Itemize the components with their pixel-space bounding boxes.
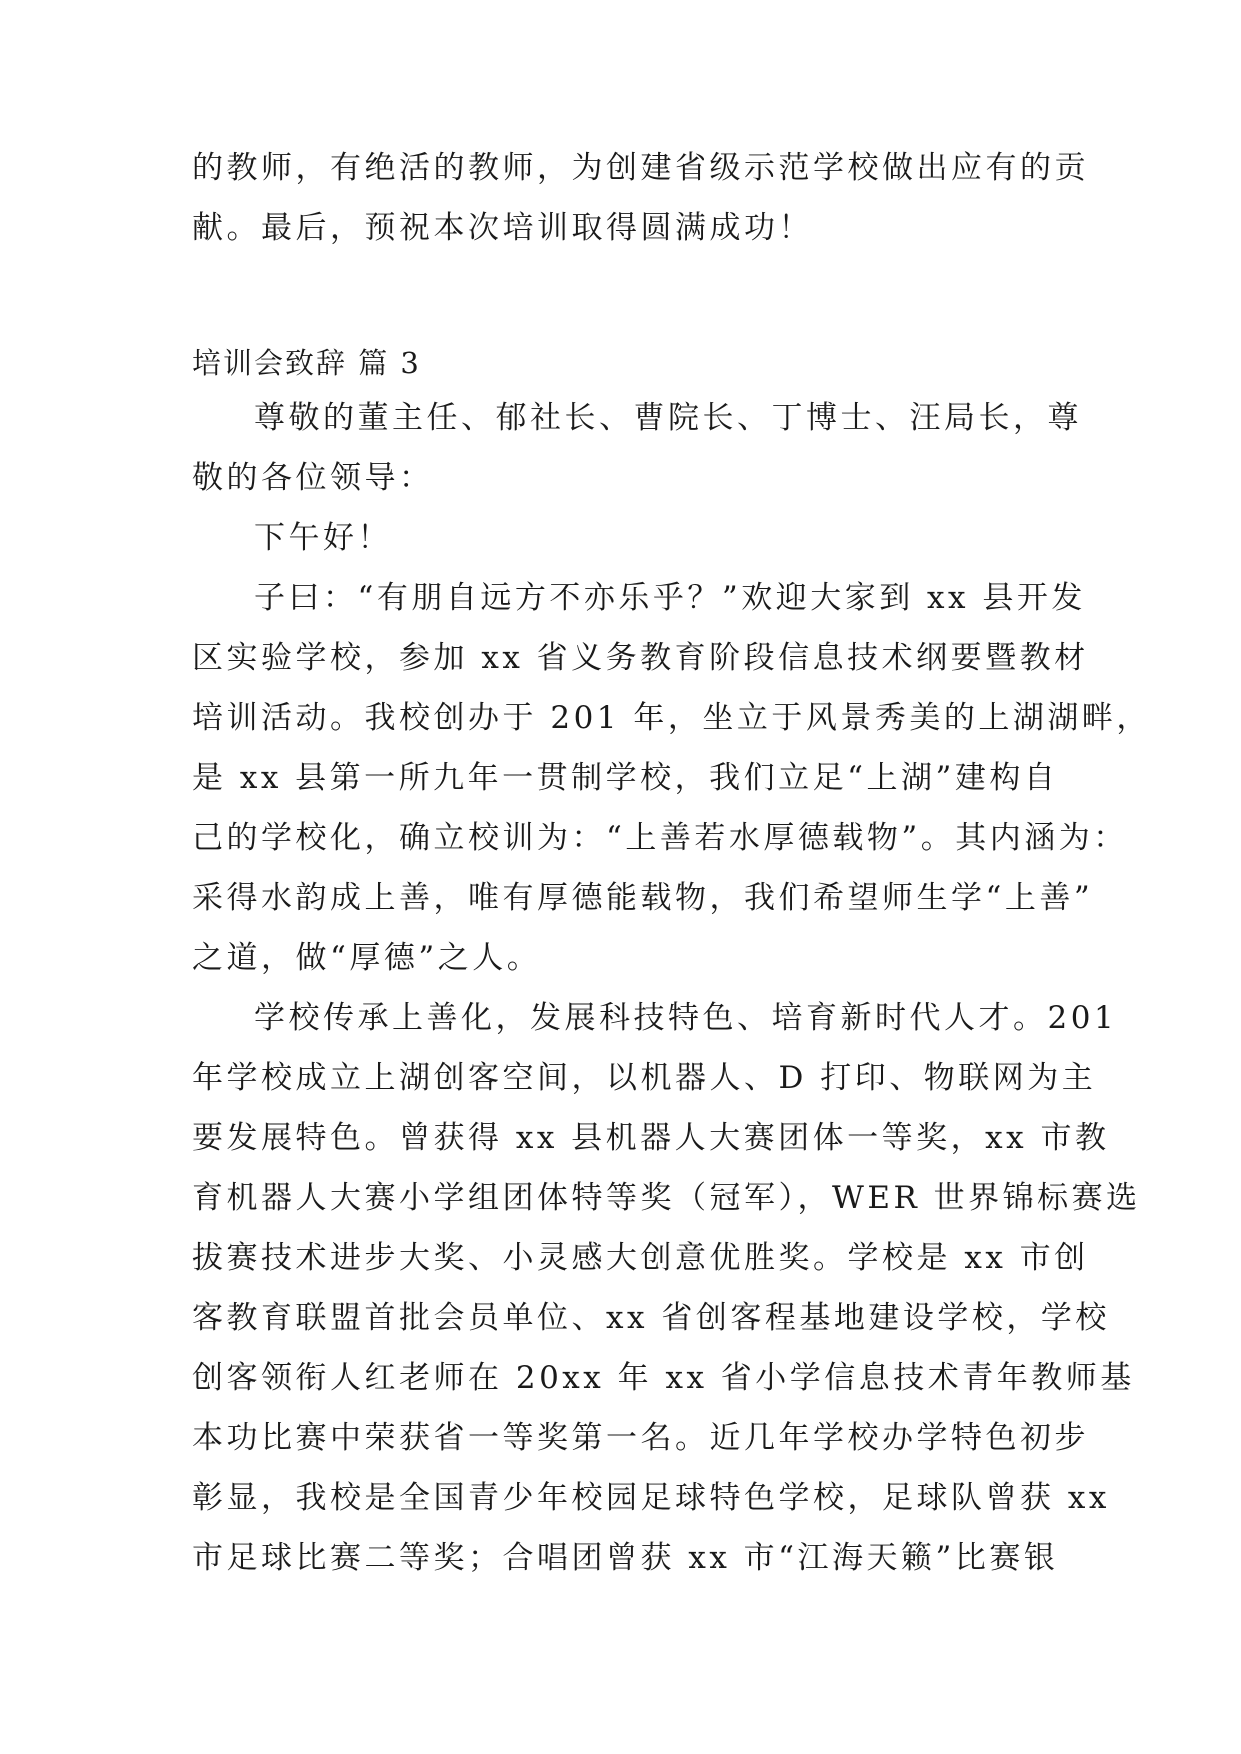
paragraph-line: 彰显，我校是全国青少年校园足球特色学校，足球队曾获 xx — [192, 1480, 1110, 1516]
paragraph-line: 敬的各位领导： — [192, 460, 434, 496]
paragraph-line: 献。最后，预祝本次培训取得圆满成功！ — [192, 210, 813, 246]
paragraph-line: 培训活动。我校创办于 201 年，坐立于风景秀美的上湖湖畔， — [192, 700, 1151, 736]
paragraph-line: 下午好！ — [254, 520, 392, 556]
paragraph-line: 学校传承上善化，发展科技特色、培育新时代人才。201 — [254, 1000, 1118, 1036]
paragraph-line: 客教育联盟首批会员单位、xx 省创客程基地建设学校，学校 — [192, 1300, 1110, 1336]
paragraph-line: 年学校成立上湖创客空间，以机器人、D 打印、物联网为主 — [192, 1060, 1097, 1096]
paragraph-line: 本功比赛中荣获省一等奖第一名。近几年学校办学特色初步 — [192, 1420, 1089, 1456]
paragraph-line: 育机器人大赛小学组团体特等奖（冠军），WER 世界锦标赛选 — [192, 1180, 1141, 1216]
paragraph-line: 采得水韵成上善，唯有厚德能载物，我们希望师生学“上善” — [192, 880, 1094, 916]
paragraph-line: 的教师，有绝活的教师，为创建省级示范学校做出应有的贡 — [192, 150, 1089, 186]
paragraph-line: 是 xx 县第一所九年一贯制学校，我们立足“上湖”建构自 — [192, 760, 1059, 796]
paragraph-line: 市足球比赛二等奖；合唱团曾获 xx 市“江海天籁”比赛银 — [192, 1540, 1059, 1576]
paragraph-line: 己的学校化，确立校训为：“上善若水厚德载物”。其内涵为： — [192, 820, 1128, 856]
paragraph-line: 尊敬的董主任、郁社长、曹院长、丁博士、汪局长，尊 — [254, 400, 1082, 436]
paragraph-line: 区实验学校，参加 xx 省义务教育阶段信息技术纲要暨教材 — [192, 640, 1089, 676]
paragraph-line: 子曰：“有朋自远方不亦乐乎？”欢迎大家到 xx 县开发 — [254, 580, 1086, 616]
paragraph-line: 之道，做“厚德”之人。 — [192, 940, 542, 976]
paragraph-line: 拔赛技术进步大奖、小灵感大创意优胜奖。学校是 xx 市创 — [192, 1240, 1089, 1276]
paragraph-line: 要发展特色。曾获得 xx 县机器人大赛团体一等奖，xx 市教 — [192, 1120, 1110, 1156]
section-heading: 培训会致辞 篇 3 — [192, 346, 421, 380]
paragraph-line: 创客领衔人红老师在 20xx 年 xx 省小学信息技术青年教师基 — [192, 1360, 1135, 1396]
